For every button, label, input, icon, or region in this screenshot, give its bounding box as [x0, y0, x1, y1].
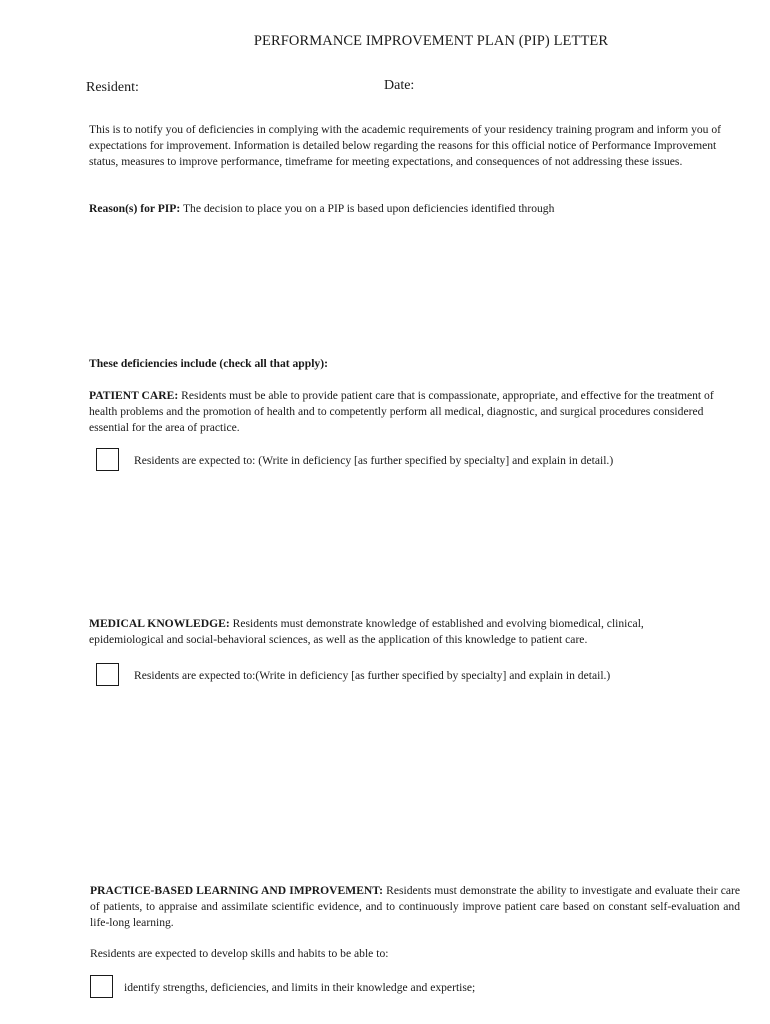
medical-knowledge-checkbox[interactable] — [96, 663, 119, 686]
practice-based-paragraph — [90, 883, 740, 930]
practice-based-heading: PRACTICE-BASED LEARNING AND IMPROVEMENT: — [90, 884, 384, 897]
patient-care-paragraph — [89, 388, 719, 435]
deficiencies-heading — [89, 356, 739, 372]
reasons-label: Reason(s) for PIP: — [89, 202, 181, 215]
medical-knowledge-checkbox-label: Residents are expected to:(Write in deficiency [as further specified by specialty] and explain in detail.) — [134, 669, 611, 682]
practice-based-text: Residents must demonstrate the ability to investigate and evaluate their care of patients, to appraise and assimilate scientific evidence, and to continuously improve patient care based on constant self-evaluation and life-long learning. — [90, 884, 740, 929]
reasons-paragraph — [89, 201, 739, 217]
medical-knowledge-paragraph — [89, 616, 709, 648]
patient-care-checkbox[interactable] — [96, 448, 119, 471]
reasons-text: The decision to place you on a PIP is based upon deficiencies identified through — [182, 202, 555, 215]
practice-based-checkbox-label: identify strengths, deficiencies, and limits in their knowledge and expertise; — [124, 981, 476, 994]
patient-care-text: Residents must be able to provide patient care that is compassionate, appropriate, and effective for the treatment of health problems and the promotion of health and to competently perform all medical, diagnostic, and surgical procedures considered essential for the area of practice. — [89, 389, 714, 434]
deficiencies-heading-text: These deficiencies include (check all that apply): — [89, 357, 328, 370]
practice-based-checkbox[interactable] — [90, 975, 113, 998]
medical-knowledge-heading: MEDICAL KNOWLEDGE: — [89, 617, 230, 630]
medical-knowledge-text: Residents must demonstrate knowledge of established and evolving biomedical, clinical, epidemiological and social-behavioral sciences, as well as the application of this knowledge to patient care. — [89, 617, 644, 646]
page-title: PERFORMANCE IMPROVEMENT PLAN (PIP) LETTER — [253, 33, 609, 49]
practice-based-expected: Residents are expected to develop skills and habits to be able to: — [90, 947, 389, 960]
date-label: Date: — [384, 78, 415, 93]
patient-care-checkbox-label: Residents are expected to: (Write in deficiency [as further specified by specialty] and explain in detail.) — [134, 454, 614, 467]
intro-paragraph: This is to notify you of deficiencies in complying with the academic requirements of your residency training program and inform you of expectations for improvement. Information is detailed below regarding the reasons for this official notice of Performance Improvement status, measures to improve performance, timeframe for meeting expectations, and consequences of not addressing these issues. — [89, 123, 722, 168]
patient-care-heading: PATIENT CARE: — [89, 389, 179, 402]
resident-label: Resident: — [86, 80, 139, 95]
